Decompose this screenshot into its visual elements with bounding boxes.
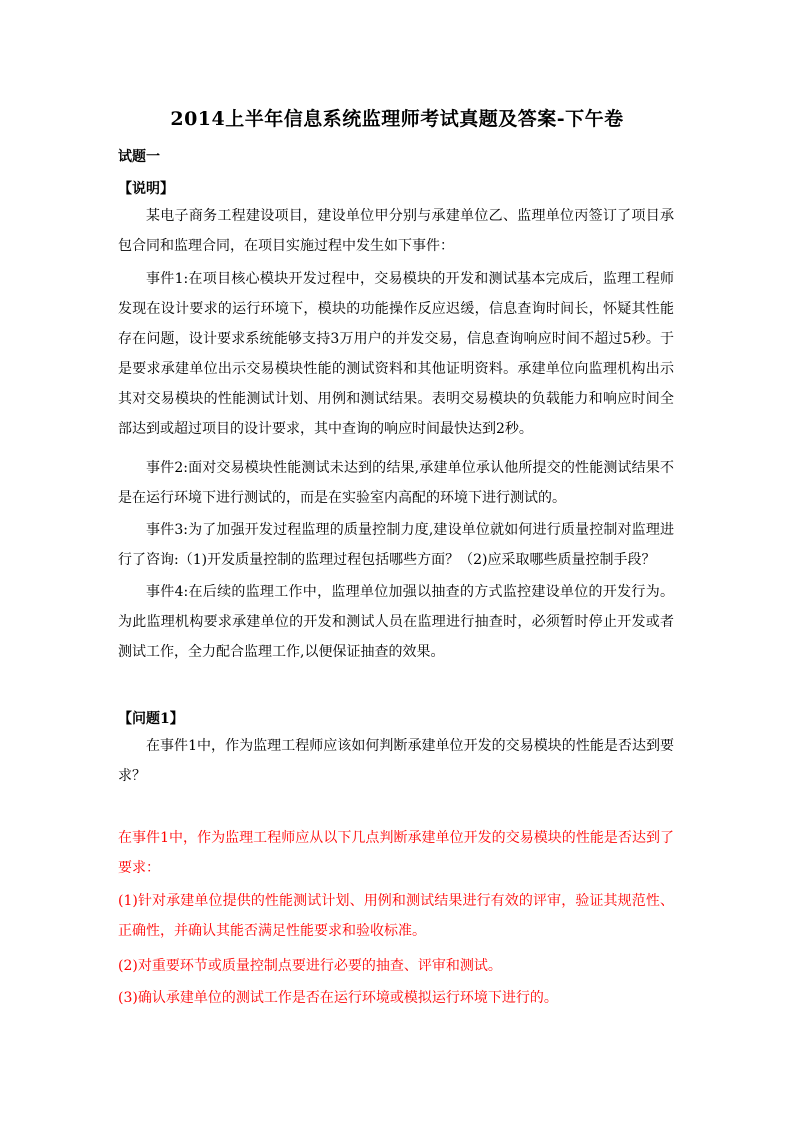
document-title: 2014上半年信息系统监理师考试真题及答案-下午卷 <box>170 108 624 130</box>
answer-item-3: (3)确认承建单位的测试工作是否在运行环境或模拟运行环境下进行的。 <box>118 990 558 1006</box>
event-2-paragraph: 事件2:面对交易模块性能测试未达到的结果,承建单位承认他所提交的性能测试结果不是在运行环境下进行测试的，而是在实验室内高配的环境下进行测试的。 <box>118 460 674 506</box>
explanation-header: 【说明】 <box>118 181 174 197</box>
question-1-header: 【问题1】 <box>118 711 184 727</box>
event-4-paragraph: 事件4:在后续的监理工作中，监理单位加强以抽查的方式监控建设单位的开发行为。为此监理机构要求承建单位的开发和测试人员在监理进行抽查时，必须暂时停止开发或者测试工作，全力配合监理工作,以便保证抽查的效果。 <box>118 584 674 660</box>
event-1-paragraph: 事件1:在项目核心模块开发过程中，交易模块的开发和测试基本完成后，监理工程师发现在设计要求的运行环境下，模块的功能操作反应迟缓，信息查询时间长，怀疑其性能存在问题，设计要求系统能够支持3万用户的并发交易，信息查询响应时间不超过5秒。于是要求承建单位出示交易模块性能的测试资料和其他证明资料。承建单位向监理机构出示其对交易模块的性能测试计划、用例和测试结果。表明交易模块的负载能力和响应时间全部达到或超过项目的设计要求，其中查询的响应时间最快达到2秒。 <box>118 271 674 437</box>
event-3-paragraph: 事件3:为了加强开发过程监理的质量控制力度,建设单位就如何进行质量控制对监理进行了咨询:（1)开发质量控制的监理过程包括哪些方面？（2)应采取哪些质量控制手段？ <box>118 522 674 568</box>
answer-intro: 在事件1中，作为监理工程师应从以下几点判断承建单位开发的交易模块的性能是否达到了要求： <box>118 830 674 876</box>
question-1-text: 在事件1中，作为监理工程师应该如何判断承建单位开发的交易模块的性能是否达到要求？ <box>118 738 674 784</box>
answer-item-1: (1)针对承建单位提供的性能测试计划、用例和测试结果进行有效的评审，验证其规范性、正确性，并确认其能否满足性能要求和验收标准。 <box>118 893 674 939</box>
answer-item-2: (2)对重要环节或质量控制点要进行必要的抽查、评审和测试。 <box>118 958 502 974</box>
intro-paragraph: 某电子商务工程建设项目，建设单位甲分别与承建单位乙、监理单位丙签订了项目承包合同和监理合同，在项目实施过程中发生如下事件： <box>118 208 674 254</box>
section-title: 试题一 <box>118 149 160 165</box>
